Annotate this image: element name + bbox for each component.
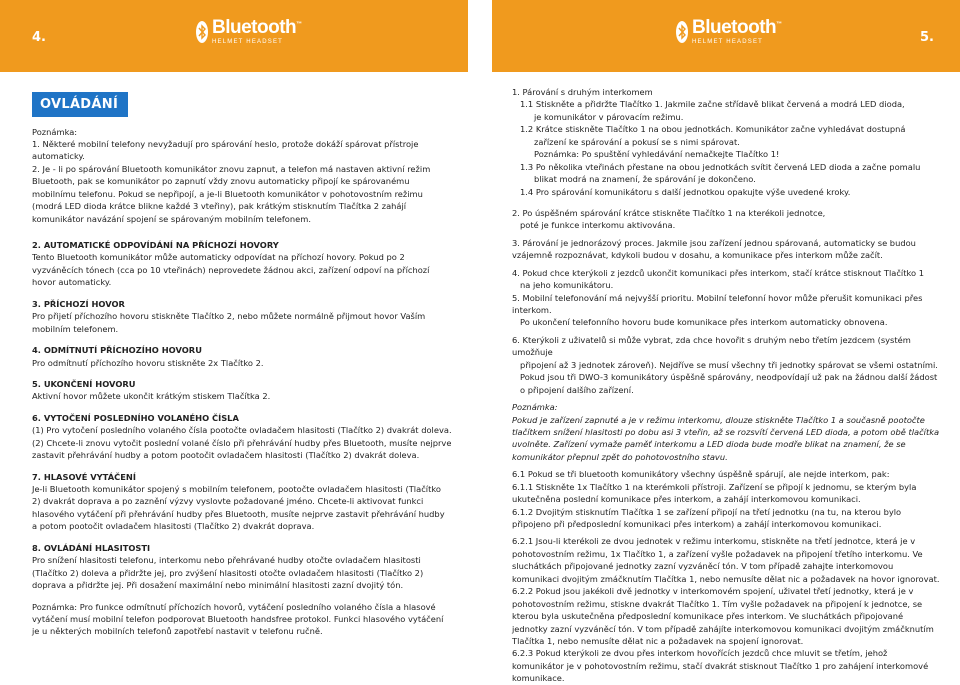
right-note-text: Pokud je zařízení zapnuté a je v režimu interkomu, dlouze stiskněte Tlačítko 1 a současně pootočte tlačítkem snížení hlasitosti po dobu asi 3 vteřin, až se rozsvítí červená LED dioda, a potom obě tlačítka uvolněte. Zařízení vymaže paměť interkomu a LED dioda bude modře blikat na znamení, že se komunikátor přepnul zpět do pohotovostního stavu. bbox=[512, 414, 940, 462]
bluetooth-logo-right: Bluetooth™ HELMET HEADSET bbox=[676, 18, 782, 45]
redial-text-1: (1) Pro vytočení posledního volaného čísla pootočte ovladačem hlasitosti (Tlačítko 2) dvakrát doleva. bbox=[32, 425, 452, 436]
bluetooth-logo-left: Bluetooth™ HELMET HEADSET bbox=[196, 18, 302, 45]
page-number-left: 4. bbox=[32, 30, 46, 45]
step-2: 2. Po úspěšném spárování krátce stiskněte Tlačítko 1 na kterékoli jednotce, bbox=[512, 207, 826, 218]
step-1-2: 1.2 Krátce stiskněte Tlačítko 1 na obou jednotkách. Komunikátor začne vyhledávat dostupná bbox=[520, 124, 906, 135]
step-6c: Pokud jsou tři DWO-3 komunikátory úspěšně spárovány, neodpovídají už pak na žádnou další žádost bbox=[520, 372, 938, 383]
step-1-2b: zařízení ke spárování a pokusí se s nimi spárovat. bbox=[534, 136, 740, 147]
pairing-heading: 1. Párování s druhým interkomem bbox=[512, 87, 653, 97]
header-bar-left bbox=[0, 0, 468, 72]
final-note: Poznámka: Pro funkce odmítnutí příchozích hovorů, vytáčení posledního volaného čísla a hlasové vytáčení musí mobilní telefon podporovat Bluetooth handsfree protokol. Funkci hlasového vytáčení je u některých mobilních telefonů zapotřebí nastavit v telefonu ručně. bbox=[32, 601, 444, 637]
step-1-4: 1.4 Pro spárování komunikátoru s další jednotkou opakujte výše uvedené kroky. bbox=[520, 186, 851, 197]
step-6-1-2: 6.1.2 Dvojitým stisknutím Tlačítka 1 se zařízení připojí na třetí jednotku (na tu, na kterou bylo připojeno při předposlední komunikaci přes interkom) a zahájí interkomovou komunikaci. bbox=[512, 506, 902, 529]
step-6-2-1: 6.2.1 Jsou-li kterékoli ze dvou jednotek v režimu interkomu, stiskněte na třetí jednotce, která je v pohotovostním režimu, 1x Tlačítko 1, a zařízení vyšle požadavek na připojení třetího interkomu. Ve sluchátkách připojované jednotky zazní vyzváněcí tón. V tom případě zahajte interkomovou komunikaci dvojitým zmáčknutím Tlačítka 1, nebo nemusíte dělat nic a požadavek na hovor ignorovat. bbox=[512, 536, 940, 584]
note-2: 2. Je - li po spárování Bluetooth komunikátor znovu zapnut, a telefon má nastaven aktivní režim Bluetooth, pak se komunikátor po zapnutí vždy znovu automaticky připojí ke spárovanému mobilnímu telefonu. Pokud se nepřipojí, a je-li Bluetooth komunikátor v pohotovostním režimu (modrá LED dioda krátce blikne každé 3 vteřiny), pak krátkým stisknutím Tlačítka 2 zahájí komunikátor navázání spojení se spárovaným mobilním telefonem. bbox=[32, 163, 431, 224]
step-1-3b: blikat modrá na znamení, že spárování je dokončeno. bbox=[534, 174, 756, 185]
step-1-1: 1.1 Stiskněte a přidržte Tlačítko 1. Jakmile začne střídavě blikat červená a modrá LED dioda, bbox=[520, 99, 905, 110]
left-column bbox=[32, 86, 452, 638]
bluetooth-icon bbox=[676, 21, 688, 43]
step-5b: Po ukončení telefonního hovoru bude komunikace přes interkom automaticky obnovena. bbox=[520, 317, 888, 328]
heading-reject-call: 4. ODMÍTNUTÍ PŘÍCHOZÍHO HOVORU bbox=[32, 345, 202, 356]
heading-auto-answer: 2. AUTOMATICKÉ ODPOVÍDÁNÍ NA PŘÍCHOZÍ HOVORY bbox=[32, 240, 279, 250]
step-6-2-2: 6.2.2 Pokud jsou jakékoli dvě jednotky v interkomovém spojení, uživatel třetí jednotky, která je v pohotovostním režimu, stiskne dvakrát Tlačítko 1. Tím vyšle požadavek na připojení k jednotce, se kterou byla uskutečněna předposlední komunikace přes interkom. Ve sluchátkách připojované jednotky zazní vyzváněcí tón. V tom případě zahájíte interkomovou komunikaci dvojitým zmáčknutím Tlačítka 1, nebo nemusíte dělat nic a požadavek na spojení ignorovat. bbox=[512, 586, 934, 646]
voice-dial-text: Je-li Bluetooth komunikátor spojený s mobilním telefonem, pootočte ovladačem hlasitosti (Tlačítko 2) dvakrát doprava a po zaznění výzvy vyslovte požadované jméno. Chcete-li aktivovat funkci hlasového vytáčení při přehrávání hudby přes Bluetooth, musíte nejprve zastavit přehrávání hudby a potom pootočit ovladačem hlasitosti (Tlačítko 2) dvakrát doprava. bbox=[32, 484, 445, 532]
step-2b: poté je funkce interkomu aktivována. bbox=[520, 220, 676, 231]
right-note-label: Poznámka: bbox=[512, 402, 558, 413]
note-1: 1. Některé mobilní telefony nevyžadují pro spárování heslo, protože dokáží spárovat přístroje automaticky. bbox=[32, 138, 419, 162]
bluetooth-icon bbox=[196, 21, 208, 43]
redial-text-2: (2) Chcete-li znovu vytočit poslední volané číslo při přehrávání hudby přes Bluetooth, musíte nejprve zastavit přehrávání hudby a potom pootočit ovladačem hlasitosti (Tlačítko 2) dvakrát doleva. bbox=[32, 437, 452, 461]
note-label: Poznámka: bbox=[32, 126, 78, 137]
incoming-call-text: Pro přijetí příchozího hovoru stiskněte Tlačítko 2, nebo můžete normálně přijmout hovor Vaším mobilním telefonem. bbox=[32, 311, 426, 334]
volume-text: Pro snížení hlasitosti telefonu, interkomu nebo přehrávané hudby otočte ovladačem hlasitosti (Tlačítko 2) doleva a přidržte jej, pro zvýšení hlasitosti otočte ovladačem hlasitosti (Tlačítko 2) doprava a přidržte jej. Při dosažení maximální nebo minimální hlasitosti zazní dvojitý tón. bbox=[32, 555, 424, 591]
step-6-2-3: 6.2.3 Pokud kterýkoli ze dvou přes interkom hovořících jezdců chce mluvit se třetím, jehož komunikátor je v pohotovostním režimu, stačí dvakrát stisknout Tlačítko 1 pro zahájení interkomové komunikace. bbox=[512, 648, 929, 684]
header-bar-right bbox=[492, 0, 960, 72]
step-6b: připojení až 3 jednotek zároveň). Nejdříve se musí všechny tři jednotky spárovat se všemi ostatními. bbox=[520, 359, 938, 370]
section-title: OVLÁDÁNÍ bbox=[32, 92, 128, 117]
page-number-right: 5. bbox=[920, 30, 934, 45]
step-1-1b: je komunikátor v párovacím režimu. bbox=[534, 111, 684, 122]
heading-incoming-call: 3. PŘÍCHOZÍ HOVOR bbox=[32, 298, 125, 309]
end-call-text: Aktivní hovor můžete ukončit krátkým stiskem Tlačítka 2. bbox=[32, 391, 271, 402]
heading-voice-dial: 7. HLASOVÉ VYTÁČENÍ bbox=[32, 471, 136, 482]
heading-end-call: 5. UKONČENÍ HOVORU bbox=[32, 378, 136, 389]
step-4: 4. Pokud chce kterýkoli z jezdců ukončit komunikaci přes interkom, stačí krátce stisknout Tlačítko 1 bbox=[512, 267, 924, 278]
step-5: 5. Mobilní telefonování má nejvyšší prioritu. Mobilní telefonní hovor může přerušit komunikaci přes interkom. bbox=[512, 292, 923, 315]
step-6-1-1: 6.1.1 Stiskněte 1x Tlačítko 1 na kterémkoli přístroji. Zařízení se připojí k jednomu, se kterým byla ukutečněna poslední komunikace přes interkom, a zahájí interkomovou komunikaci. bbox=[512, 481, 917, 505]
reject-call-text: Pro odmítnutí příchozího hovoru stiskněte 2x Tlačítko 2. bbox=[32, 357, 264, 368]
step-1-2c: Poznámka: Po spuštění vyhledávání nemačkejte Tlačítko 1! bbox=[534, 149, 780, 160]
step-3: 3. Párování je jednorázový proces. Jakmile jsou zařízení jednou spárovaná, automaticky se budou vzájemně rozpoznávat, kdykoli budou v dosahu, a komunikace přes interkom může začít. bbox=[512, 237, 916, 261]
step-6: 6. Kterýkoli z uživatelů si může vybrat, zda chce hovořit s druhým nebo třetím jezdcem (systém umožňuje bbox=[512, 334, 911, 358]
auto-answer-text: Tento Bluetooth komunikátor může automaticky odpovídat na příchozí hovory. Pokud po 2 vyzváněcích tónech (cca po 10 vteřinách) neprovedete žádnou akci, zařízení odpoví na příchozí hovor automaticky. bbox=[32, 252, 430, 288]
heading-volume: 8. OVLÁDÁNÍ HLASITOSTI bbox=[32, 542, 151, 553]
right-column bbox=[512, 86, 940, 685]
step-1-3: 1.3 Po několika vteřinách přestane na obou jednotkách svítit červená LED dioda a začne pomalu bbox=[520, 161, 921, 172]
step-6d: o připojení dalšího zařízení. bbox=[520, 384, 634, 395]
step-4b: na jeho komunikátoru. bbox=[520, 280, 614, 291]
step-6-1: 6.1 Pokud se tři bluetooth komunikátory všechny úspěšně spárují, ale nejde interkom, pak: bbox=[512, 469, 890, 480]
heading-redial: 6. VYTOČENÍ POSLEDNÍHO VOLANÉHO ČÍSLA bbox=[32, 412, 239, 423]
